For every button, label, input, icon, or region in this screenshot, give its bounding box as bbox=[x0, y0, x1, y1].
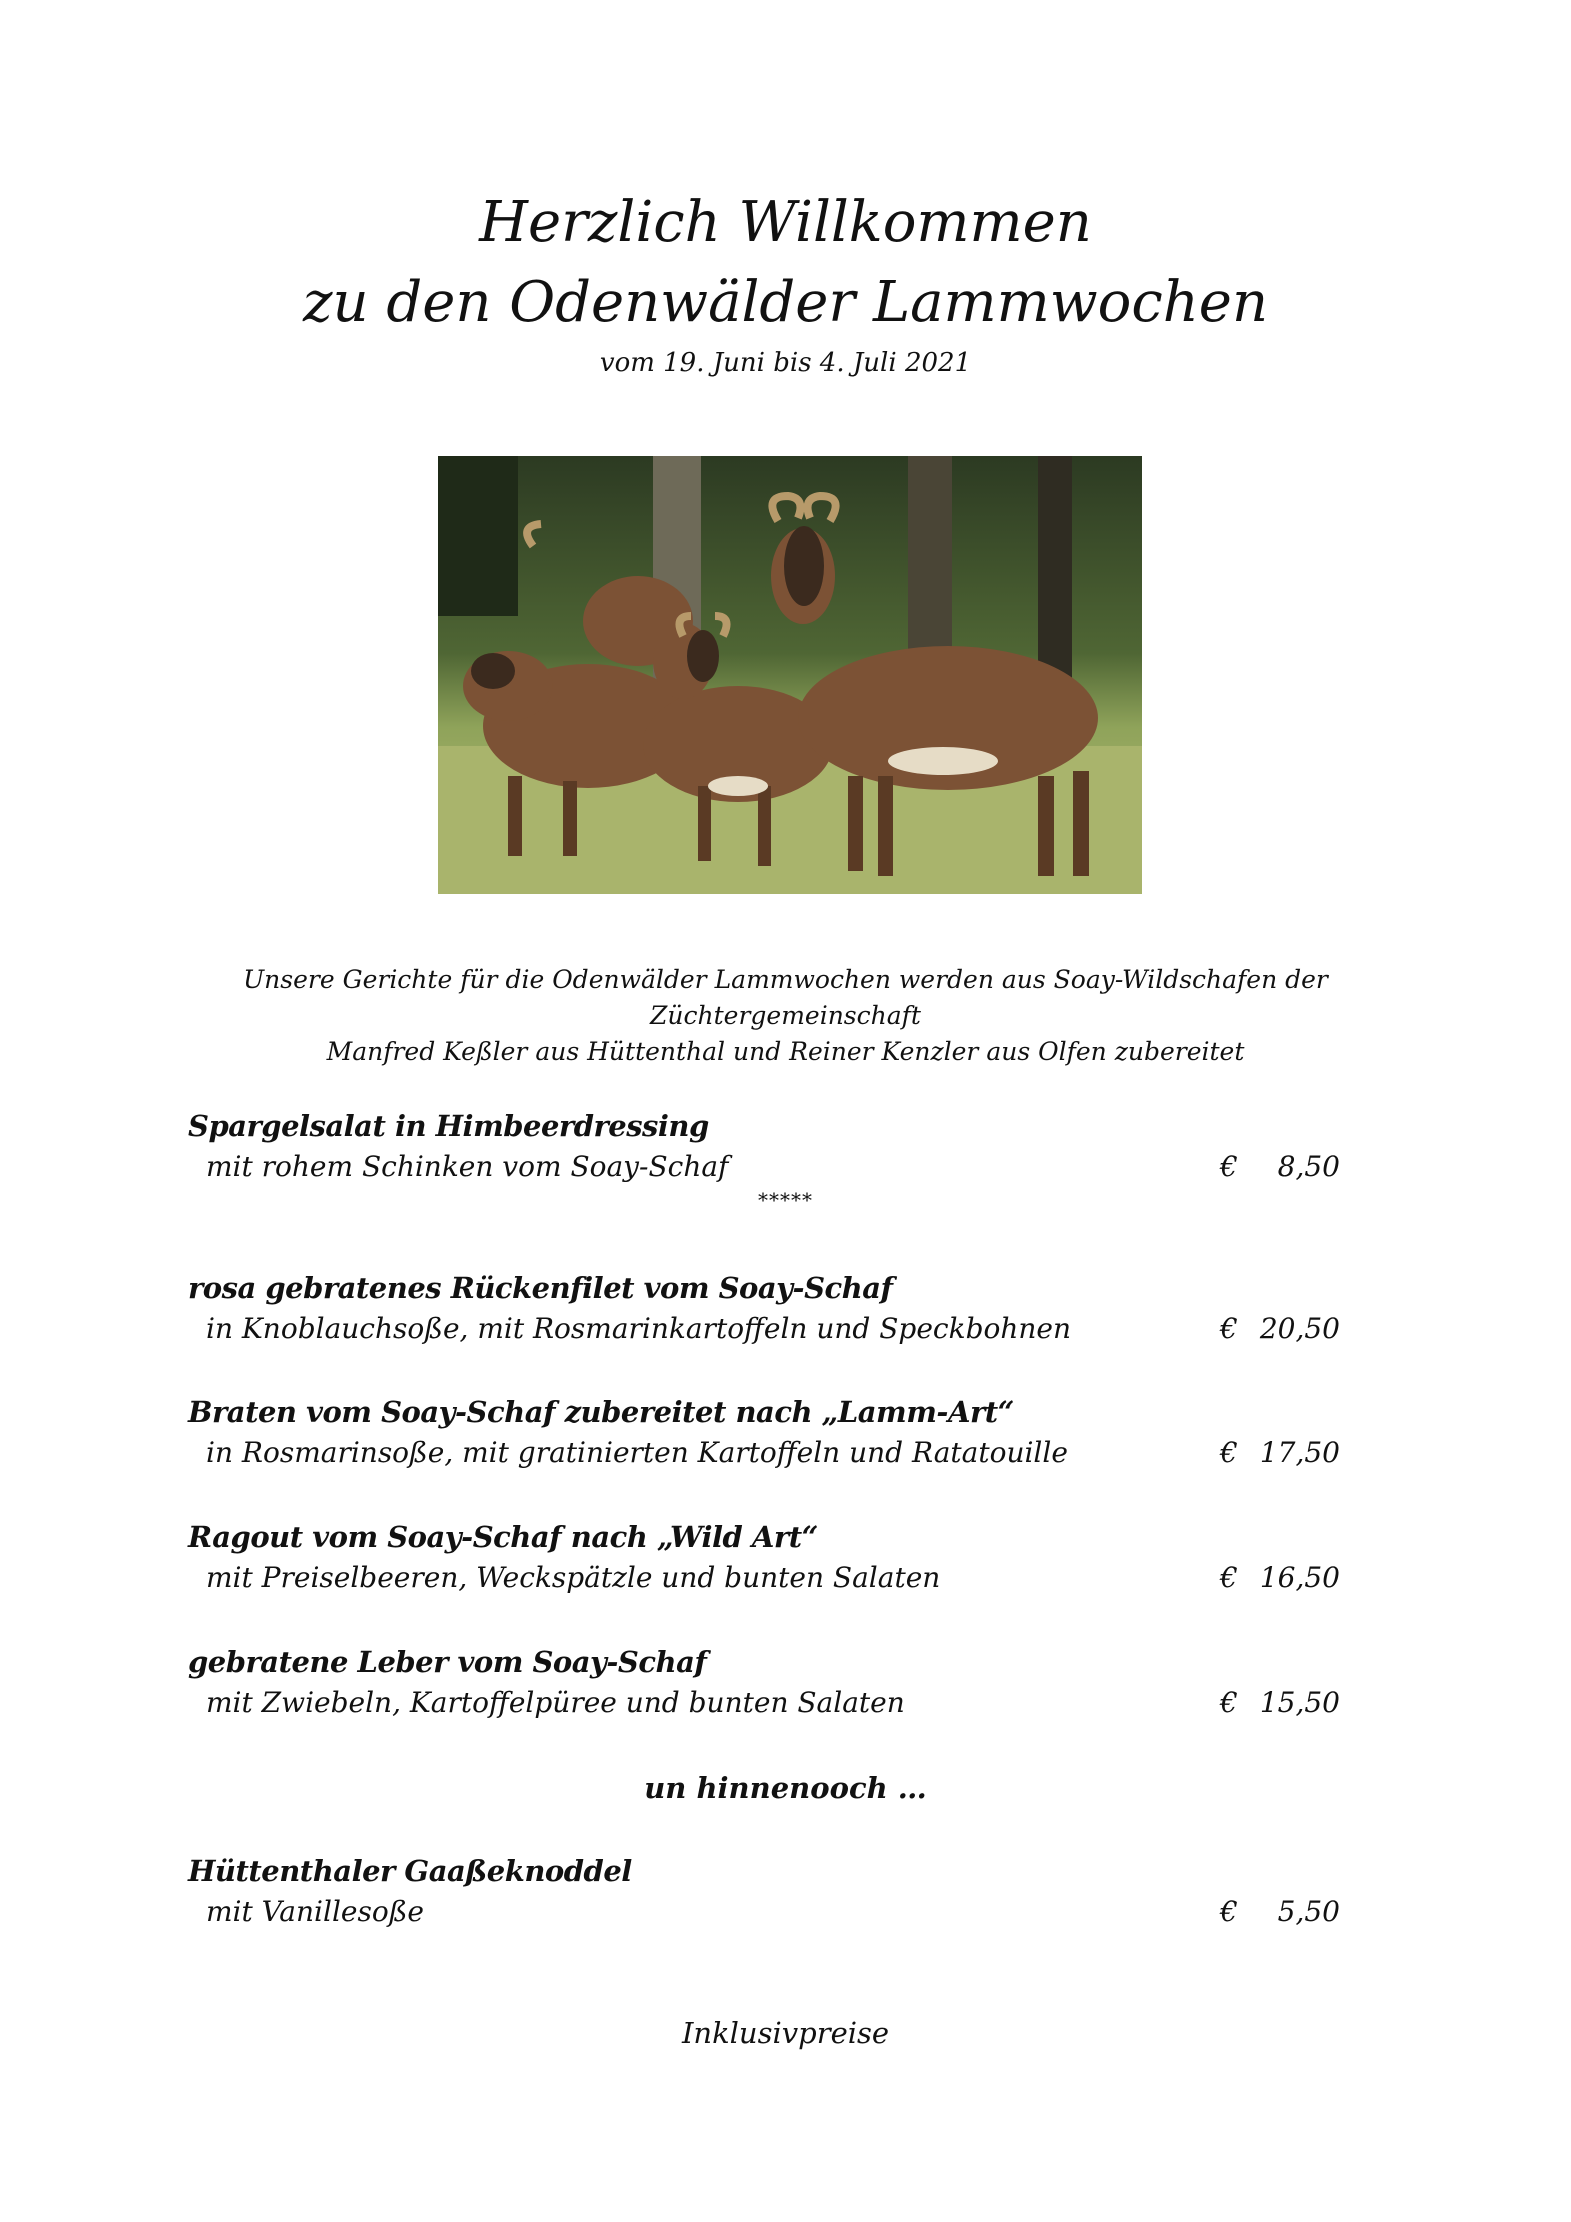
dish-price: 17,50 bbox=[1259, 1436, 1340, 1469]
dish-description: mit rohem Schinken vom Soay-Schaf bbox=[206, 1150, 729, 1183]
dish-price: 20,50 bbox=[1259, 1312, 1340, 1345]
intro-line1: Unsere Gerichte für die Odenwälder Lammwochen werden aus Soay-Wildschafen der Züchtergemeinschaft bbox=[243, 965, 1328, 1030]
dish-description: in Knoblauchsoße, mit Rosmarinkartoffeln und Speckbohnen bbox=[206, 1312, 1072, 1345]
dish-price: 15,50 bbox=[1259, 1686, 1340, 1719]
dish-name: Ragout vom Soay-Schaf nach „Wild Art“ bbox=[188, 1520, 818, 1554]
intro-text bbox=[0, 962, 1571, 1070]
dessert-heading: un hinnenooch … bbox=[644, 1771, 927, 1805]
dish-name: Spargelsalat in Himbeerdressing bbox=[188, 1109, 709, 1143]
dish-description: mit Preiselbeeren, Weckspätzle und bunten Salaten bbox=[206, 1561, 941, 1594]
currency-symbol: € bbox=[1220, 1895, 1238, 1928]
dish-description: mit Zwiebeln, Kartoffelpüree und bunten Salaten bbox=[206, 1686, 905, 1719]
currency-symbol: € bbox=[1220, 1436, 1238, 1469]
event-dates: vom 19. Juni bis 4. Juli 2021 bbox=[599, 348, 972, 378]
dish-name: Braten vom Soay-Schaf zubereitet nach „Lamm-Art“ bbox=[188, 1395, 1014, 1429]
sheep-photo bbox=[438, 456, 1142, 894]
dish-name: gebratene Leber vom Soay-Schaf bbox=[188, 1645, 707, 1679]
dish-price: 8,50 bbox=[1277, 1150, 1340, 1183]
page-title-line1: Herzlich Willkommen bbox=[479, 190, 1092, 255]
page-title-line2: zu den Odenwälder Lammwochen bbox=[302, 270, 1269, 335]
intro-line2: Manfred Keßler aus Hüttenthal und Reiner Kenzler aus Olfen zubereitet bbox=[326, 1037, 1245, 1066]
separator-stars: ***** bbox=[758, 1188, 813, 1212]
currency-symbol: € bbox=[1220, 1561, 1238, 1594]
price-note: Inklusivpreise bbox=[681, 2016, 890, 2050]
dish-name: Hüttenthaler Gaaßeknoddel bbox=[188, 1854, 632, 1888]
currency-symbol: € bbox=[1220, 1686, 1238, 1719]
currency-symbol: € bbox=[1220, 1150, 1238, 1183]
dish-description: in Rosmarinsoße, mit gratinierten Kartoffeln und Ratatouille bbox=[206, 1436, 1068, 1469]
currency-symbol: € bbox=[1220, 1312, 1238, 1345]
sheep-photo-illustration bbox=[438, 456, 1142, 894]
dish-name: rosa gebratenes Rückenfilet vom Soay-Schaf bbox=[188, 1271, 893, 1305]
dish-price: 5,50 bbox=[1277, 1895, 1340, 1928]
dish-price: 16,50 bbox=[1259, 1561, 1340, 1594]
dish-description: mit Vanillesoße bbox=[206, 1895, 424, 1928]
